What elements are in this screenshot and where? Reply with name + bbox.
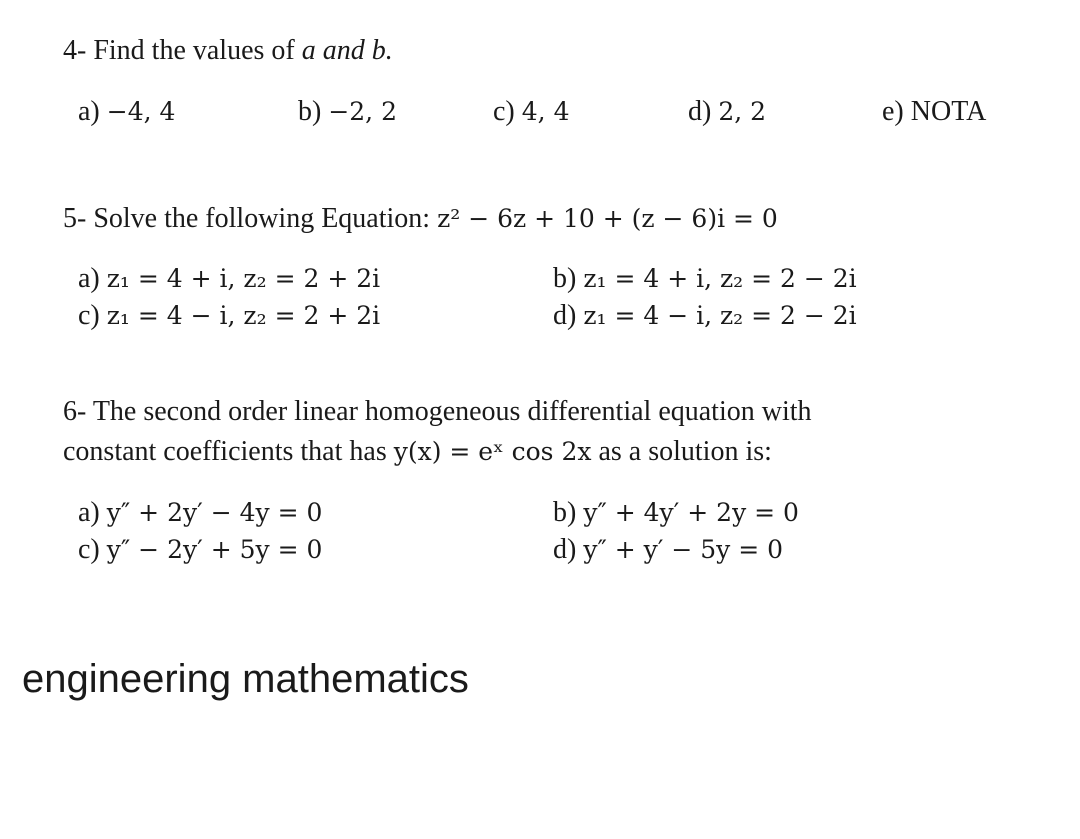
option-value: 2, 2 [718, 97, 767, 126]
question-6-option-d [553, 533, 783, 567]
option-value: −2, 2 [328, 97, 397, 126]
question-6-prompt-line2 [63, 435, 772, 469]
question-6-option-b [553, 496, 799, 530]
question-6-prompt-suffix: as a solution is: [591, 436, 772, 467]
footer-caption: engineering mathematics [22, 657, 469, 701]
option-label: d) [553, 534, 584, 565]
question-6-option-c [78, 533, 322, 567]
option-label: b) [553, 263, 584, 294]
option-value: z₁ = 4 + i, z₂ = 2 − 2i [583, 264, 857, 293]
question-4-option-c [493, 95, 569, 129]
option-value: 4, 4 [521, 97, 570, 126]
option-label: a) [78, 263, 107, 294]
option-label: a) [78, 497, 107, 528]
question-4-option-d [688, 95, 766, 129]
question-4-option-a [78, 95, 175, 129]
option-label: c) [78, 300, 107, 331]
option-label: b) [553, 497, 584, 528]
question-4-prompt-math: a and b. [301, 35, 393, 66]
question-5-option-b [553, 262, 857, 296]
option-label: b) [298, 96, 329, 127]
option-value: NOTA [910, 96, 987, 127]
question-5-option-a [78, 262, 380, 296]
option-value: z₁ = 4 − i, z₂ = 2 + 2i [106, 301, 381, 330]
question-4-prompt-text: 4- Find the values of [63, 35, 302, 66]
option-value: −4, 4 [106, 97, 176, 126]
option-value: y″ − 2y′ + 5y = 0 [106, 535, 323, 564]
question-4-option-e [882, 95, 986, 129]
question-5-prompt [63, 202, 778, 236]
question-6-prompt-math: y(x) = eˣ cos 2x [393, 437, 592, 466]
option-label: c) [78, 534, 107, 565]
question-4-prompt [63, 34, 393, 68]
option-value: y″ + y′ − 5y = 0 [583, 535, 784, 564]
question-6-option-a [78, 496, 322, 530]
question-6-prompt-text: constant coefficients that has [63, 436, 394, 467]
option-value: z₁ = 4 + i, z₂ = 2 + 2i [106, 264, 381, 293]
option-label: a) [78, 96, 107, 127]
option-label: c) [493, 96, 522, 127]
question-5-prompt-text: 5- Solve the following Equation: [63, 203, 438, 234]
question-4-option-b [298, 95, 397, 129]
option-label: d) [688, 96, 719, 127]
option-label: e) [882, 96, 911, 127]
option-label: d) [553, 300, 584, 331]
option-value: y″ + 2y′ − 4y = 0 [106, 498, 323, 527]
option-value: z₁ = 4 − i, z₂ = 2 − 2i [583, 301, 857, 330]
question-5-option-c [78, 299, 380, 333]
question-5-option-d [553, 299, 857, 333]
question-5-prompt-math: z² − 6z + 10 + (z − 6)i = 0 [437, 204, 778, 233]
option-value: y″ + 4y′ + 2y = 0 [583, 498, 799, 527]
question-6-prompt-line1: 6- The second order linear homogeneous differential equation with [63, 396, 812, 427]
